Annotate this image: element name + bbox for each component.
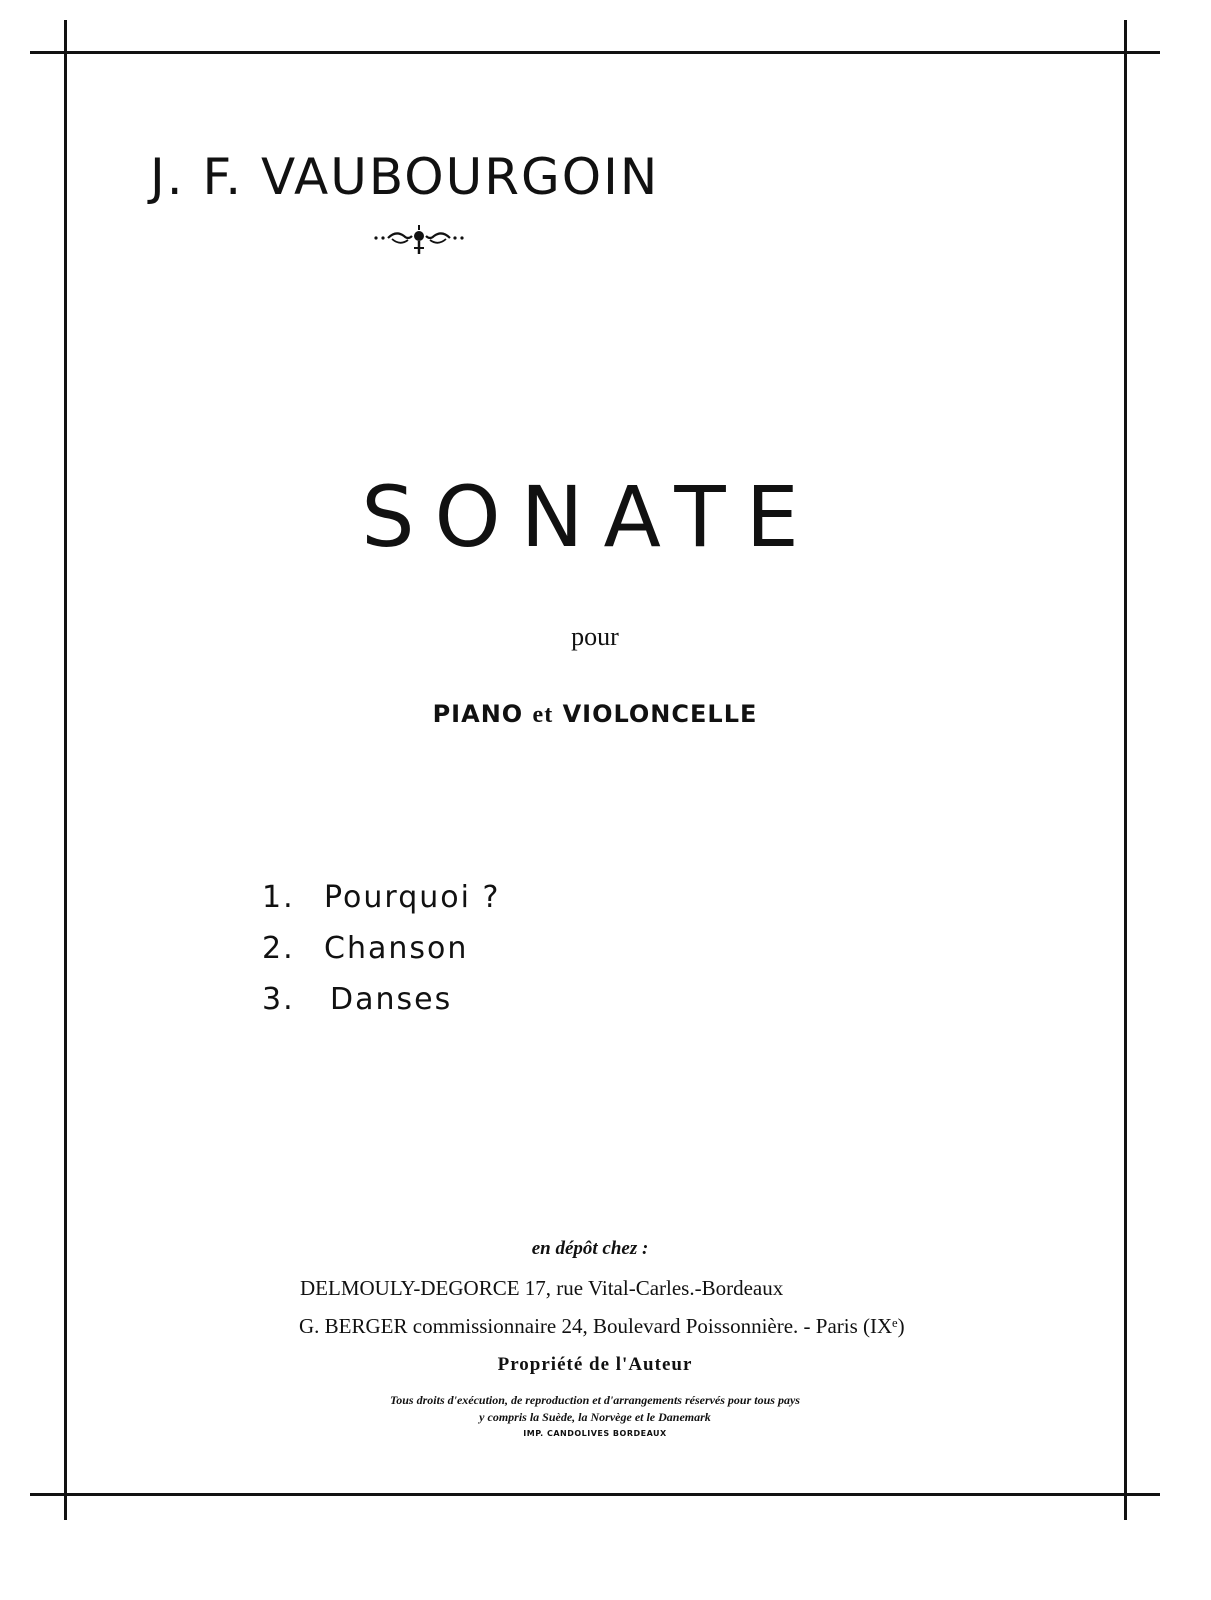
propriete-text: Propriété de l'Auteur [497, 1354, 693, 1375]
top-border-line [30, 51, 1160, 54]
instrument-conjunction: et [532, 702, 554, 728]
publisher-line [300, 1276, 783, 1301]
publisher-name: G. BERGER [299, 1314, 408, 1338]
instrument-piano: PIANO [432, 700, 524, 728]
list-item [262, 872, 500, 923]
right-border-line [1124, 20, 1127, 1520]
left-border-line [64, 20, 67, 1520]
movement-title: Danses [330, 982, 453, 1017]
bottom-border-line [30, 1493, 1160, 1496]
movement-title: Pourquoi ? [324, 880, 501, 915]
instrumentation [380, 700, 810, 729]
movement-number: 3. [262, 982, 295, 1017]
composer-name: J. F. VAUBOURGOIN [150, 148, 660, 206]
movement-title: Chanson [324, 931, 469, 966]
publisher-line [299, 1314, 905, 1339]
rights-line: Tous droits d'exécution, de reproduction et d'arrangements réservés pour tous pays [390, 1393, 800, 1407]
depot-label: en dépôt chez : [531, 1238, 649, 1259]
ornament-icon [372, 222, 466, 258]
list-item [262, 923, 500, 974]
rights-line: y compris la Suède, la Norvège et le Danemark [479, 1410, 711, 1424]
publisher-name: DELMOULY-DEGORCE [300, 1276, 520, 1300]
publisher-address: commissionnaire 24, Boulevard Poissonnière. - Paris (IXᵉ) [412, 1314, 905, 1338]
publisher-address: 17, rue Vital-Carles.-Bordeaux [524, 1276, 784, 1300]
rights-notice [290, 1392, 900, 1426]
movement-list [262, 872, 500, 1025]
movement-number: 2. [262, 931, 295, 966]
page-title: SONATE [361, 468, 819, 566]
pour-text: pour [571, 622, 619, 651]
list-item [262, 974, 500, 1025]
instrument-violoncelle: VIOLONCELLE [562, 700, 758, 728]
printer-credit: IMP. CANDOLIVES BORDEAUX [523, 1429, 667, 1438]
movement-number: 1. [262, 880, 295, 915]
